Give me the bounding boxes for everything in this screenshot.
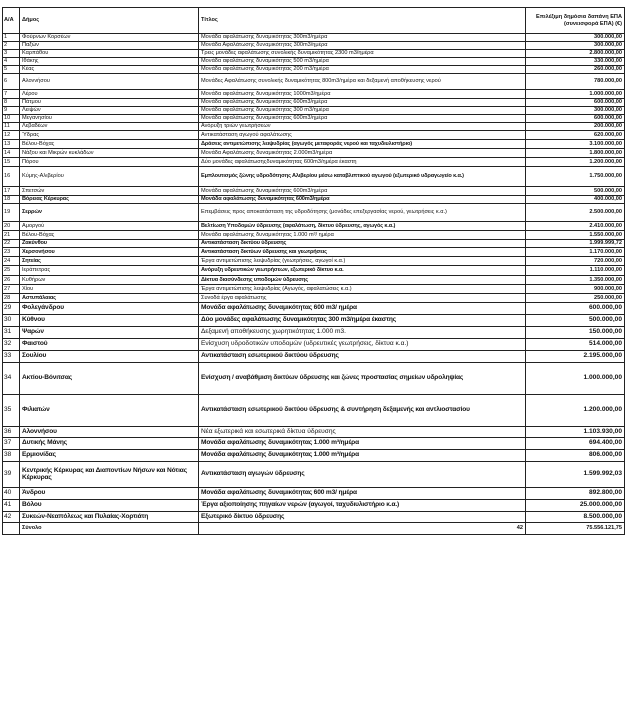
table-row <box>3 204 625 222</box>
row-cost: 1.200.000,00 <box>526 158 625 167</box>
row-cost: 330.000,00 <box>526 58 625 66</box>
row-cost: 1.999.999,72 <box>526 240 625 248</box>
row-title: Αντικατάσταση αγωγού αφαλάτωσης <box>199 131 526 140</box>
table-row <box>3 395 625 427</box>
row-title: Μονάδα αφαλάτωσης δυναμικότητας 600 m3/ ημέρα <box>199 488 526 500</box>
row-municipality: Αστυπάλαιας <box>20 294 199 303</box>
row-municipality: Σητείας <box>20 257 199 266</box>
row-cost: 500.000,00 <box>526 315 625 327</box>
row-title: Δύο μονάδες αφαλάτωσης δυναμικότητας 300 m3/ημέρα έκαστης <box>199 315 526 327</box>
row-title: Έργα αντιμετώπισης λειψυδρίας (Αγωγός, αφαλατώσεις κ.α.) <box>199 285 526 294</box>
row-cost: 1.750.000,00 <box>526 167 625 187</box>
table-row <box>3 123 625 131</box>
row-title: Ανόρυξη υδρευτικών γεωτρήσεων, εξωτερικό δίκτυο κ.α. <box>199 266 526 276</box>
row-title: Έργα αντιμετώπισης λειψυδρίας (γεωτρήσεις, αγωγοί κ.α.) <box>199 257 526 266</box>
row-municipality: Καρπάθου <box>20 50 199 58</box>
row-cost: 300.000,00 <box>526 42 625 50</box>
table-row <box>3 266 625 276</box>
row-cost: 1.000.000,00 <box>526 90 625 99</box>
row-municipality: Αμοργού <box>20 222 199 231</box>
total-amount: 75.556.121,75 <box>526 523 625 535</box>
row-title: Συνοδά έργα αφαλάτωσης <box>199 294 526 303</box>
row-cost: 150.000,00 <box>526 327 625 339</box>
row-number: 24 <box>3 257 20 266</box>
row-title: Δύο μονάδες αφαλάτωσηςδυναμικότητας 600m3/ημέρα έκαστη <box>199 158 526 167</box>
row-title: Μονάδα αφαλάτωσης δυναμικότητας 600m3/ημέρα <box>199 115 526 123</box>
row-title: Μονάδες Αφαλάτωσης συνολικής δυναμικότητας 800m3/ημέρα και δεξαμενή αποθήκευσης νερού <box>199 74 526 90</box>
table-row <box>3 512 625 523</box>
row-title: Ενίσχυση / αναβάθμιση δικτύων ύδρευσης και ζώνες προστασίας σημείων υδροληψίας <box>199 363 526 395</box>
row-cost: 2.500.000,00 <box>526 204 625 222</box>
row-number: 25 <box>3 266 20 276</box>
row-cost: 1.200.000,00 <box>526 395 625 427</box>
row-title: Μονάδα Αφαλάτωσης δυναμικότητας 2.000m3/ημέρα <box>199 149 526 158</box>
row-title: Αντικατάσταση δικτύου ύδρευσης <box>199 240 526 248</box>
row-cost: 620.000,00 <box>526 131 625 140</box>
row-number: 29 <box>3 303 20 315</box>
row-number: 6 <box>3 74 20 90</box>
row-municipality: Ερμιονίδας <box>20 450 199 462</box>
row-cost: 1.000.000,00 <box>526 363 625 395</box>
row-number: 41 <box>3 500 20 512</box>
row-cost: 1.800.000,00 <box>526 149 625 158</box>
row-title: Μονάδα αφαλάτωσης δυναμικότητας 500 m3/ημέρα <box>199 58 526 66</box>
row-cost: 250.000,00 <box>526 294 625 303</box>
row-title: Εξωτερικό δίκτυο ύδρευσης <box>199 512 526 523</box>
row-municipality: Δυτικής Μάνης <box>20 438 199 450</box>
row-title: Νέα εξωτερικά και εσωτερικά δίκτυα ύδρευσης <box>199 427 526 438</box>
table-row <box>3 294 625 303</box>
table-row <box>3 34 625 42</box>
row-number: 15 <box>3 158 20 167</box>
row-number: 1 <box>3 34 20 42</box>
row-number: 18 <box>3 196 20 204</box>
table-row <box>3 187 625 196</box>
row-number: 40 <box>3 488 20 500</box>
table-row <box>3 107 625 115</box>
row-title: Αντικατάσταση εσωτερικού δικτύου ύδρευσης <box>199 351 526 363</box>
table-row <box>3 131 625 140</box>
table-row <box>3 248 625 257</box>
row-number: 8 <box>3 99 20 107</box>
row-municipality: Σερρών <box>20 204 199 222</box>
row-cost: 1.350.000,00 <box>526 276 625 285</box>
row-title: Βελτίωση Υποδομών ύδρευσης (αφαλάτωση, δίκτυο ύδρευσης, αγωγός κ.α.) <box>199 222 526 231</box>
row-municipality: Ζακύνθου <box>20 240 199 248</box>
row-number: 16 <box>3 167 20 187</box>
row-municipality: Σουλίου <box>20 351 199 363</box>
table-row <box>3 50 625 58</box>
row-title: Μονάδα αφαλάτωσης δυναμικότητας 1.000 m³/ημέρα <box>199 450 526 462</box>
row-cost: 806.000,00 <box>526 450 625 462</box>
table-header-row <box>3 8 625 34</box>
table-row <box>3 66 625 74</box>
row-municipality: Φαιστού <box>20 339 199 351</box>
row-municipality: Συκεών-Νεαπόλεως και Πυλαίας-Χορτιάτη <box>20 512 199 523</box>
table-row <box>3 58 625 66</box>
row-cost: 8.500.000,00 <box>526 512 625 523</box>
table-row <box>3 257 625 266</box>
header-number: Α/Α <box>3 8 20 34</box>
row-municipality: Ψαρών <box>20 327 199 339</box>
row-number: 17 <box>3 187 20 196</box>
row-number: 27 <box>3 285 20 294</box>
row-municipality: Πάτμου <box>20 99 199 107</box>
row-title: Τρεις μονάδες αφαλάτωσης συνολικής δυναμικότητας 2300 m3/ημέρα <box>199 50 526 58</box>
row-title: Μονάδα αφαλάτωσης δυναμικότητας 200 m3/ημέρα <box>199 66 526 74</box>
table-row <box>3 488 625 500</box>
row-number: 3 <box>3 50 20 58</box>
row-municipality: Ύδρας <box>20 131 199 140</box>
row-municipality: Χίου <box>20 285 199 294</box>
row-title: Αντικατάσταση δικτύων ύδρευσης και γεωτρήσεις <box>199 248 526 257</box>
row-title: Μονάδα αφαλάτωσης δυναμικότητας 1.000 m³/ημέρα <box>199 438 526 450</box>
table-row <box>3 351 625 363</box>
table-row <box>3 285 625 294</box>
table-row <box>3 74 625 90</box>
header-title: Τίτλος <box>199 8 526 34</box>
table-row <box>3 158 625 167</box>
row-cost: 600.000,00 <box>526 115 625 123</box>
row-title: Μονάδα αφαλάτωσης δυναμικότητας 1000m3/ημέρα <box>199 90 526 99</box>
row-title: Μονάδα αφαλάτωσης δυναμικότητας 1.000 m³/ ημέρα <box>199 231 526 240</box>
row-title: Δίκτυα διασύνδεσης υποδομών ύδρευσης <box>199 276 526 285</box>
row-number: 23 <box>3 248 20 257</box>
row-title: Έργα αξιοποίησης πηγαίων νερών (αγωγοί, ταχυδιυλιστήριο κ.α.) <box>199 500 526 512</box>
row-cost: 1.550.000,00 <box>526 231 625 240</box>
row-cost: 2.195.000,00 <box>526 351 625 363</box>
row-cost: 694.400,00 <box>526 438 625 450</box>
row-municipality: Πόρου <box>20 158 199 167</box>
table-row <box>3 450 625 462</box>
row-cost: 260.000,00 <box>526 66 625 74</box>
row-municipality: Νάξου και Μικρών κυκλάδων <box>20 149 199 158</box>
row-municipality: Κύμης-Αλιβερίου <box>20 167 199 187</box>
row-municipality: Βόλου <box>20 500 199 512</box>
row-cost: 2.800.000,00 <box>526 50 625 58</box>
table-row <box>3 500 625 512</box>
row-cost: 1.599.992,03 <box>526 462 625 488</box>
row-number: 4 <box>3 58 20 66</box>
row-cost: 1.110.000,00 <box>526 266 625 276</box>
row-number: 26 <box>3 276 20 285</box>
row-municipality: Ακτίου-Βόνιτσας <box>20 363 199 395</box>
row-number: 12 <box>3 131 20 140</box>
table-row <box>3 363 625 395</box>
row-number: 31 <box>3 327 20 339</box>
row-number: 33 <box>3 351 20 363</box>
row-cost: 25.000.000,00 <box>526 500 625 512</box>
row-number: 5 <box>3 66 20 74</box>
table-row <box>3 42 625 50</box>
row-municipality: Κύθνου <box>20 315 199 327</box>
table-row <box>3 276 625 285</box>
row-municipality: Κεντρικής Κέρκυρας και Διαποντίων Νήσων και Νότιας Κέρκυρας <box>20 462 199 488</box>
row-number: 42 <box>3 512 20 523</box>
total-label: Σύνολο <box>20 523 199 535</box>
row-number: 37 <box>3 438 20 450</box>
row-municipality: Βέλου-Βόχας <box>20 231 199 240</box>
row-number: 14 <box>3 149 20 158</box>
row-cost: 1.103.930,00 <box>526 427 625 438</box>
row-number: 36 <box>3 427 20 438</box>
total-row <box>3 523 625 535</box>
row-municipality: Κυθήρων <box>20 276 199 285</box>
row-municipality: Βέλου-Βόχας <box>20 140 199 149</box>
row-number: 22 <box>3 240 20 248</box>
table-body <box>3 34 625 523</box>
row-cost: 600.000,00 <box>526 303 625 315</box>
table-row <box>3 140 625 149</box>
table-row <box>3 231 625 240</box>
row-number: 21 <box>3 231 20 240</box>
row-cost: 892.800,00 <box>526 488 625 500</box>
document-page <box>2 7 622 535</box>
table-row <box>3 167 625 187</box>
row-cost: 900.000,00 <box>526 285 625 294</box>
row-cost: 514.000,00 <box>526 339 625 351</box>
table-row <box>3 315 625 327</box>
table-row <box>3 339 625 351</box>
row-title: Επεμβάσεις προς αποκατάσταση της υδροδότησης (μονάδες επεξεργασίας νερού, γεωτρήσεις κ.α.) <box>199 204 526 222</box>
row-municipality: Χερσονήσου <box>20 248 199 257</box>
row-municipality: Λεβαδέων <box>20 123 199 131</box>
row-title: Μονάδα Αφαλάτωσης δυναμικότητας 300m3/ημέρα <box>199 42 526 50</box>
row-municipality: Ιεράπετρας <box>20 266 199 276</box>
row-cost: 500.000,00 <box>526 187 625 196</box>
table-row <box>3 196 625 204</box>
row-title: Μονάδα αφαλάτωσης δυναμικότητας 300 m3/ημέρα <box>199 107 526 115</box>
row-number: 7 <box>3 90 20 99</box>
row-cost: 300.000,00 <box>526 34 625 42</box>
row-number: 34 <box>3 363 20 395</box>
table-row <box>3 438 625 450</box>
projects-table <box>2 7 625 535</box>
row-title: Μονάδα αφαλάτωσης δυναμικότητας 600m3/ημέρα <box>199 196 526 204</box>
row-number: 30 <box>3 315 20 327</box>
row-cost: 300.000,00 <box>526 107 625 115</box>
row-number: 35 <box>3 395 20 427</box>
row-number: 20 <box>3 222 20 231</box>
row-municipality: Παξών <box>20 42 199 50</box>
row-number: 39 <box>3 462 20 488</box>
row-title: Αντικατάσταση εσωτερικού δικτύου ύδρευσης & συντήρηση δεξαμενής και αντλιοστασίου <box>199 395 526 427</box>
table-row <box>3 303 625 315</box>
row-cost: 600.000,00 <box>526 99 625 107</box>
row-title: Μονάδα αφαλάτωσης δυναμικότητας 600m3/ημέρα <box>199 99 526 107</box>
row-title: Μονάδα αφαλάτωσης δυναμικότητας 600 m3/ ημέρα <box>199 303 526 315</box>
row-cost: 1.170.000,00 <box>526 248 625 257</box>
row-municipality: Λειψών <box>20 107 199 115</box>
table-row <box>3 149 625 158</box>
row-number: 9 <box>3 107 20 115</box>
table-row <box>3 327 625 339</box>
row-title: Μονάδα αφαλάτωσης δυναμικότητας 300m3/ημέρα <box>199 34 526 42</box>
row-municipality: Άνδρου <box>20 488 199 500</box>
row-title: Δεξαμενή αποθήκευσης χωρητικότητας 1.000 m3. <box>199 327 526 339</box>
row-number: 11 <box>3 123 20 131</box>
row-title: Αντικατάσταση αγωγών ύδρευσης <box>199 462 526 488</box>
row-municipality: Κέας <box>20 66 199 74</box>
row-title: Ανόρυξη τριών γεωτρήσεων <box>199 123 526 131</box>
row-municipality: Φούρνων Κορσέων <box>20 34 199 42</box>
table-row <box>3 240 625 248</box>
row-municipality: Φιλιατών <box>20 395 199 427</box>
row-number: 13 <box>3 140 20 149</box>
table-row <box>3 115 625 123</box>
row-number: 38 <box>3 450 20 462</box>
row-cost: 780.000,00 <box>526 74 625 90</box>
row-municipality: Φολεγάνδρου <box>20 303 199 315</box>
row-municipality: Λέρου <box>20 90 199 99</box>
header-cost: Επιλέξιμη δημόσια δαπάνη ΕΠΑ (συνεισφορά ΕΠΑ) (€) <box>526 8 625 34</box>
row-cost: 400.000,00 <box>526 196 625 204</box>
row-number: 2 <box>3 42 20 50</box>
row-municipality: Αλοννήσου <box>20 74 199 90</box>
total-count: 42 <box>199 523 526 535</box>
row-title: Δράσεις αντιμετώπισης λειψυδρίας (αγωγός μεταφοράς νερού και ταχυδιυλιστήριο) <box>199 140 526 149</box>
table-row <box>3 222 625 231</box>
row-title: Εμπλουτισμός ζώνης υδροδότησης Αλιβερίου μέσω καταβλιπτικού αγωγού (εξωτερικό υδραγωγείο κ.α.) <box>199 167 526 187</box>
row-cost: 2.410.000,00 <box>526 222 625 231</box>
row-cost: 720.000,00 <box>526 257 625 266</box>
row-municipality: Σπετσών <box>20 187 199 196</box>
row-municipality: Βόρειας Κέρκυρας <box>20 196 199 204</box>
table-row <box>3 427 625 438</box>
row-cost: 200.000,00 <box>526 123 625 131</box>
row-municipality: Αλοννήσου <box>20 427 199 438</box>
row-title: Ενίσχυση υδροδοτικών υποδομών (υδρευτικές γεωτρήσεις, δίκτυα κ.α.) <box>199 339 526 351</box>
table-row <box>3 90 625 99</box>
table-row <box>3 99 625 107</box>
row-number: 19 <box>3 204 20 222</box>
row-number: 32 <box>3 339 20 351</box>
row-number: 28 <box>3 294 20 303</box>
header-municipality: Δήμος <box>20 8 199 34</box>
table-row <box>3 462 625 488</box>
row-cost: 3.100.000,00 <box>526 140 625 149</box>
row-number: 10 <box>3 115 20 123</box>
row-municipality: Μεγανησίου <box>20 115 199 123</box>
row-municipality: Ιθάκης <box>20 58 199 66</box>
row-title: Μονάδα αφαλάτωσης δυναμικότητας 600m3/ημέρα <box>199 187 526 196</box>
